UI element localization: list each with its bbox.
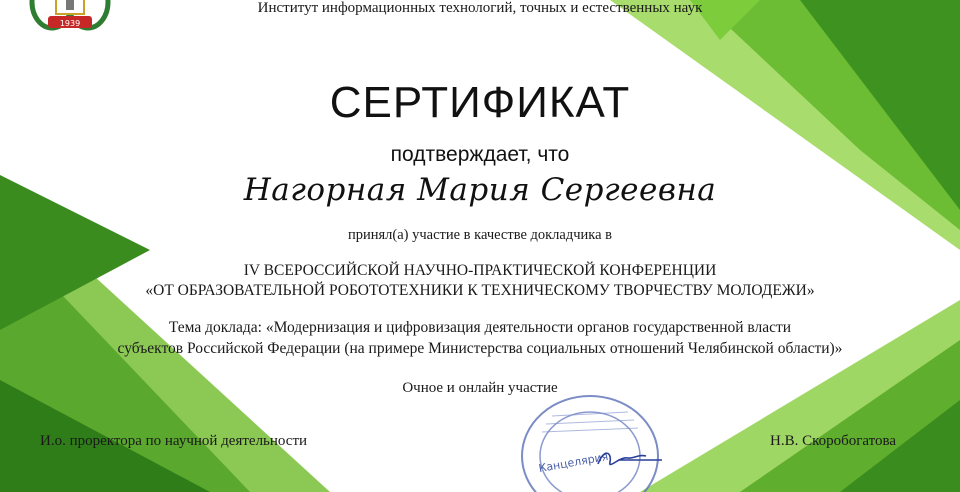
- signatory-position: И.о. проректора по научной деятельности: [40, 433, 308, 449]
- participation-text: принял(а) участие в качестве докладчика в: [347, 227, 613, 243]
- recipient-name: Нагорная Мария Сергеевна: [243, 172, 717, 208]
- signatory-name: Н.В. Скоробогатова: [770, 433, 897, 449]
- report-topic-line1: Тема доклада: «Модернизация и цифровизация деятельности органов государственной власти: [168, 319, 792, 336]
- conference-name-line2: «ОТ ОБРАЗОВАТЕЛЬНОЙ РОБОТОТЕХНИКИ К ТЕХНИЧЕСКОМУ ТВОРЧЕСТВУ МОЛОДЕЖИ»: [145, 282, 815, 299]
- stamp-label: Канцелярия: [537, 450, 610, 476]
- conference-name-line1: IV ВСЕРОССИЙСКОЙ НАУЧНО-ПРАКТИЧЕСКОЙ КОНФЕРЕНЦИИ: [243, 262, 717, 279]
- institute-name: Институт информационных технологий, точных и естественных наук: [257, 0, 703, 16]
- official-stamp: [512, 386, 682, 492]
- participation-mode: Очное и онлайн участие: [402, 380, 558, 396]
- report-topic-line2: субъектов Российской Федерации (на примере Министерства социальных отношений Челябинской области)»: [117, 340, 843, 357]
- certificate-title: СЕРТИФИКАТ: [329, 78, 631, 127]
- confirms-text: подтверждает, что: [390, 143, 570, 166]
- logo-year: 1939: [59, 19, 81, 28]
- university-logo: [24, 0, 116, 32]
- logo-column: [66, 0, 74, 10]
- stamp-text-lines: [542, 412, 638, 432]
